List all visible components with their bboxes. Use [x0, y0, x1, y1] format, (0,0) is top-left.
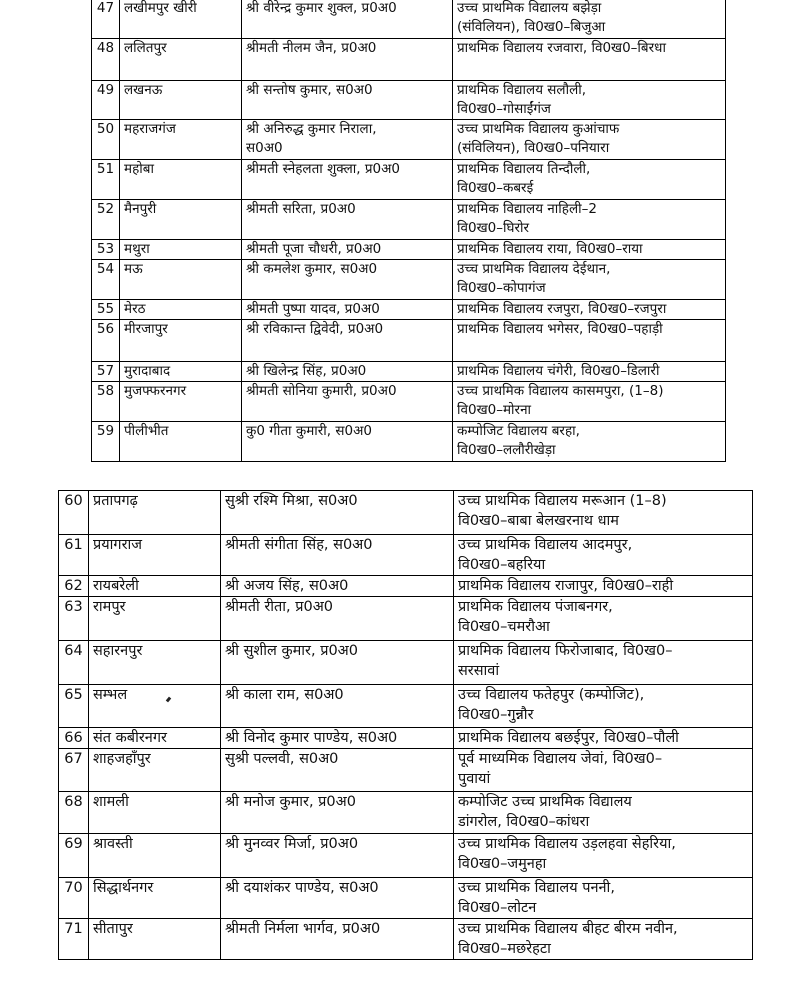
serial-number-cell: 69: [59, 834, 89, 878]
serial-number-cell: 68: [59, 792, 89, 834]
district-cell: सम्भल: [89, 685, 221, 728]
school-address-cell: कम्पोजिट उच्च प्राथमिक विद्यालय डांगरोल, वि0ख0–कांधरा: [454, 792, 753, 834]
serial-number-cell: 67: [59, 749, 89, 792]
school-address-cell: उच्च प्राथमिक विद्यालय बीहट बीरम नवीन, वि0ख0–मछरेहटा: [454, 919, 753, 960]
school-address-cell: प्राथमिक विद्यालय सलौली, वि0ख0–गोसाईंगंज: [453, 81, 726, 120]
serial-number-cell: 49: [92, 81, 120, 120]
serial-number-cell: 61: [59, 535, 89, 576]
school-address-cell: उच्च प्राथमिक विद्यालय कासमपुरा, (1–8) वि0ख0–मोरना: [453, 382, 726, 422]
serial-number-cell: 60: [59, 491, 89, 535]
table-row: [59, 491, 753, 535]
teacher-name-cell: श्री दयाशंकर पाण्डेय, स0अ0: [221, 878, 454, 919]
district-cell: लखीमपुर खीरी: [120, 0, 242, 39]
district-cell: रायबरेली: [89, 576, 221, 597]
serial-number-cell: 56: [92, 320, 120, 362]
table-row: [59, 728, 753, 749]
table-body: [59, 491, 753, 960]
serial-number-cell: 52: [92, 200, 120, 240]
serial-number-cell: 57: [92, 362, 120, 382]
teacher-name-cell: श्रीमती पूजा चौधरी, प्र0अ0: [242, 240, 453, 260]
teacher-name-cell: कु0 गीता कुमारी, स0अ0: [242, 422, 453, 462]
school-address-cell: उच्च प्राथमिक विद्यालय मरूआन (1–8) वि0ख0–बाबा बेलखरनाथ धाम: [454, 491, 753, 535]
district-cell: मुरादाबाद: [120, 362, 242, 382]
teacher-name-cell: सुश्री पल्लवी, स0अ0: [221, 749, 454, 792]
serial-number-cell: 71: [59, 919, 89, 960]
school-address-cell: प्राथमिक विद्यालय राया, वि0ख0–राया: [453, 240, 726, 260]
serial-number-cell: 53: [92, 240, 120, 260]
district-cell: मऊ: [120, 260, 242, 300]
table-row: [59, 685, 753, 728]
table-body: [92, 0, 726, 462]
district-cell: सहारनपुर: [89, 641, 221, 685]
serial-number-cell: 70: [59, 878, 89, 919]
table-row: [92, 0, 726, 39]
district-cell: ललितपुर: [120, 39, 242, 81]
district-cell: रामपुर: [89, 597, 221, 641]
school-address-cell: कम्पोजिट विद्यालय बरहा, वि0ख0–ललौरीखेड़ा: [453, 422, 726, 462]
teacher-name-cell: श्रीमती निर्मला भार्गव, प्र0अ0: [221, 919, 454, 960]
teacher-name-cell: श्री काला राम, स0अ0: [221, 685, 454, 728]
district-cell: शामली: [89, 792, 221, 834]
table-row: [92, 200, 726, 240]
teacher-name-cell: श्री विनोद कुमार पाण्डेय, स0अ0: [221, 728, 454, 749]
school-address-cell: प्राथमिक विद्यालय भगेसर, वि0ख0–पहाड़ी: [453, 320, 726, 362]
awardee-table-top: [91, 0, 726, 462]
teacher-name-cell: श्री मनोज कुमार, प्र0अ0: [221, 792, 454, 834]
serial-number-cell: 64: [59, 641, 89, 685]
table-row: [59, 535, 753, 576]
teacher-name-cell: श्री सन्तोष कुमार, स0अ0: [242, 81, 453, 120]
school-address-cell: उच्च प्राथमिक विद्यालय कुआंचाफ (संविलियन), वि0ख0–पनियारा: [453, 120, 726, 160]
teacher-name-cell: श्री कमलेश कुमार, स0अ0: [242, 260, 453, 300]
teacher-name-cell: श्रीमती नीलम जैन, प्र0अ0: [242, 39, 453, 81]
school-address-cell: उच्च प्राथमिक विद्यालय उड़लहवा सेहरिया, वि0ख0–जमुनहा: [454, 834, 753, 878]
serial-number-cell: 65: [59, 685, 89, 728]
table-row: [59, 576, 753, 597]
school-address-cell: उच्च प्राथमिक विद्यालय बझेड़ा (संविलियन), वि0ख0–बिजुआ: [453, 0, 726, 39]
school-address-cell: उच्च प्राथमिक विद्यालय आदमपुर, वि0ख0–बहरिया: [454, 535, 753, 576]
teacher-name-cell: श्री वीरेन्द्र कुमार शुक्ल, प्र0अ0: [242, 0, 453, 39]
teacher-name-cell: श्री मुनव्वर मिर्जा, प्र0अ0: [221, 834, 454, 878]
serial-number-cell: 54: [92, 260, 120, 300]
serial-number-cell: 50: [92, 120, 120, 160]
district-cell: मैनपुरी: [120, 200, 242, 240]
school-address-cell: उच्च विद्यालय फतेहपुर (कम्पोजिट), वि0ख0–गुन्नौर: [454, 685, 753, 728]
teacher-name-cell: श्री खिलेन्द्र सिंह, प्र0अ0: [242, 362, 453, 382]
table-row: [59, 834, 753, 878]
school-address-cell: प्राथमिक विद्यालय तिन्दौली, वि0ख0–कबरई: [453, 160, 726, 200]
table-row: [59, 641, 753, 685]
serial-number-cell: 63: [59, 597, 89, 641]
teacher-name-cell: श्रीमती रीता, प्र0अ0: [221, 597, 454, 641]
district-cell: मथुरा: [120, 240, 242, 260]
awardee-table-bottom: [58, 490, 753, 960]
district-cell: संत कबीरनगर: [89, 728, 221, 749]
school-address-cell: उच्च प्राथमिक विद्यालय पननी, वि0ख0–लोटन: [454, 878, 753, 919]
district-cell: प्रतापगढ़: [89, 491, 221, 535]
school-address-cell: प्राथमिक विद्यालय नाहिली–2 वि0ख0–घिरोर: [453, 200, 726, 240]
serial-number-cell: 62: [59, 576, 89, 597]
district-cell: पीलीभीत: [120, 422, 242, 462]
table-row: [59, 878, 753, 919]
school-address-cell: प्राथमिक विद्यालय राजापुर, वि0ख0–राही: [454, 576, 753, 597]
table-row: [92, 422, 726, 462]
serial-number-cell: 47: [92, 0, 120, 39]
school-address-cell: प्राथमिक विद्यालय चंगेरी, वि0ख0–डिलारी: [453, 362, 726, 382]
district-cell: मुजफ्फरनगर: [120, 382, 242, 422]
table-row: [92, 382, 726, 422]
teacher-name-cell: सुश्री रश्मि मिश्रा, स0अ0: [221, 491, 454, 535]
table-row: [59, 919, 753, 960]
school-address-cell: प्राथमिक विद्यालय रजपुरा, वि0ख0–रजपुरा: [453, 300, 726, 320]
serial-number-cell: 59: [92, 422, 120, 462]
school-address-cell: उच्च प्राथमिक विद्यालय देईथान, वि0ख0–कोपागंज: [453, 260, 726, 300]
teacher-name-cell: श्रीमती सोनिया कुमारी, प्र0अ0: [242, 382, 453, 422]
serial-number-cell: 66: [59, 728, 89, 749]
table-row: [92, 260, 726, 300]
table-row: [59, 792, 753, 834]
district-cell: मीरजापुर: [120, 320, 242, 362]
teacher-name-cell: श्रीमती स्नेहलता शुक्ला, प्र0अ0: [242, 160, 453, 200]
teacher-name-cell: श्री अजय सिंह, स0अ0: [221, 576, 454, 597]
district-cell: श्रावस्ती: [89, 834, 221, 878]
district-cell: लखनऊ: [120, 81, 242, 120]
table-row: [92, 320, 726, 362]
serial-number-cell: 55: [92, 300, 120, 320]
table-row: [92, 81, 726, 120]
teacher-name-cell: श्री रविकान्त द्विवेदी, प्र0अ0: [242, 320, 453, 362]
teacher-name-cell: श्रीमती संगीता सिंह, स0अ0: [221, 535, 454, 576]
table-row: [92, 240, 726, 260]
serial-number-cell: 48: [92, 39, 120, 81]
table-row: [92, 300, 726, 320]
table-row: [92, 39, 726, 81]
school-address-cell: प्राथमिक विद्यालय पंजाबनगर, वि0ख0–चमरौआ: [454, 597, 753, 641]
district-cell: महोबा: [120, 160, 242, 200]
serial-number-cell: 58: [92, 382, 120, 422]
serial-number-cell: 51: [92, 160, 120, 200]
school-address-cell: प्राथमिक विद्यालय रजवारा, वि0ख0–बिरधा: [453, 39, 726, 81]
district-cell: प्रयागराज: [89, 535, 221, 576]
table-row: [92, 120, 726, 160]
district-cell: सिद्धार्थनगर: [89, 878, 221, 919]
table-row: [92, 160, 726, 200]
district-cell: सीतापुर: [89, 919, 221, 960]
school-address-cell: प्राथमिक विद्यालय फिरोजाबाद, वि0ख0– सरसावां: [454, 641, 753, 685]
district-cell: महराजगंज: [120, 120, 242, 160]
teacher-name-cell: श्रीमती सरिता, प्र0अ0: [242, 200, 453, 240]
table-row: [92, 362, 726, 382]
teacher-name-cell: श्री सुशील कुमार, प्र0अ0: [221, 641, 454, 685]
table-row: [59, 749, 753, 792]
teacher-name-cell: श्री अनिरुद्ध कुमार निराला, स0अ0: [242, 120, 453, 160]
school-address-cell: पूर्व माध्यमिक विद्यालय जेवां, वि0ख0– पुवायां: [454, 749, 753, 792]
teacher-name-cell: श्रीमती पुष्पा यादव, प्र0अ0: [242, 300, 453, 320]
table-row: [59, 597, 753, 641]
district-cell: मेरठ: [120, 300, 242, 320]
school-address-cell: प्राथमिक विद्यालय बछईपुर, वि0ख0–पौली: [454, 728, 753, 749]
district-cell: शाहजहाँपुर: [89, 749, 221, 792]
